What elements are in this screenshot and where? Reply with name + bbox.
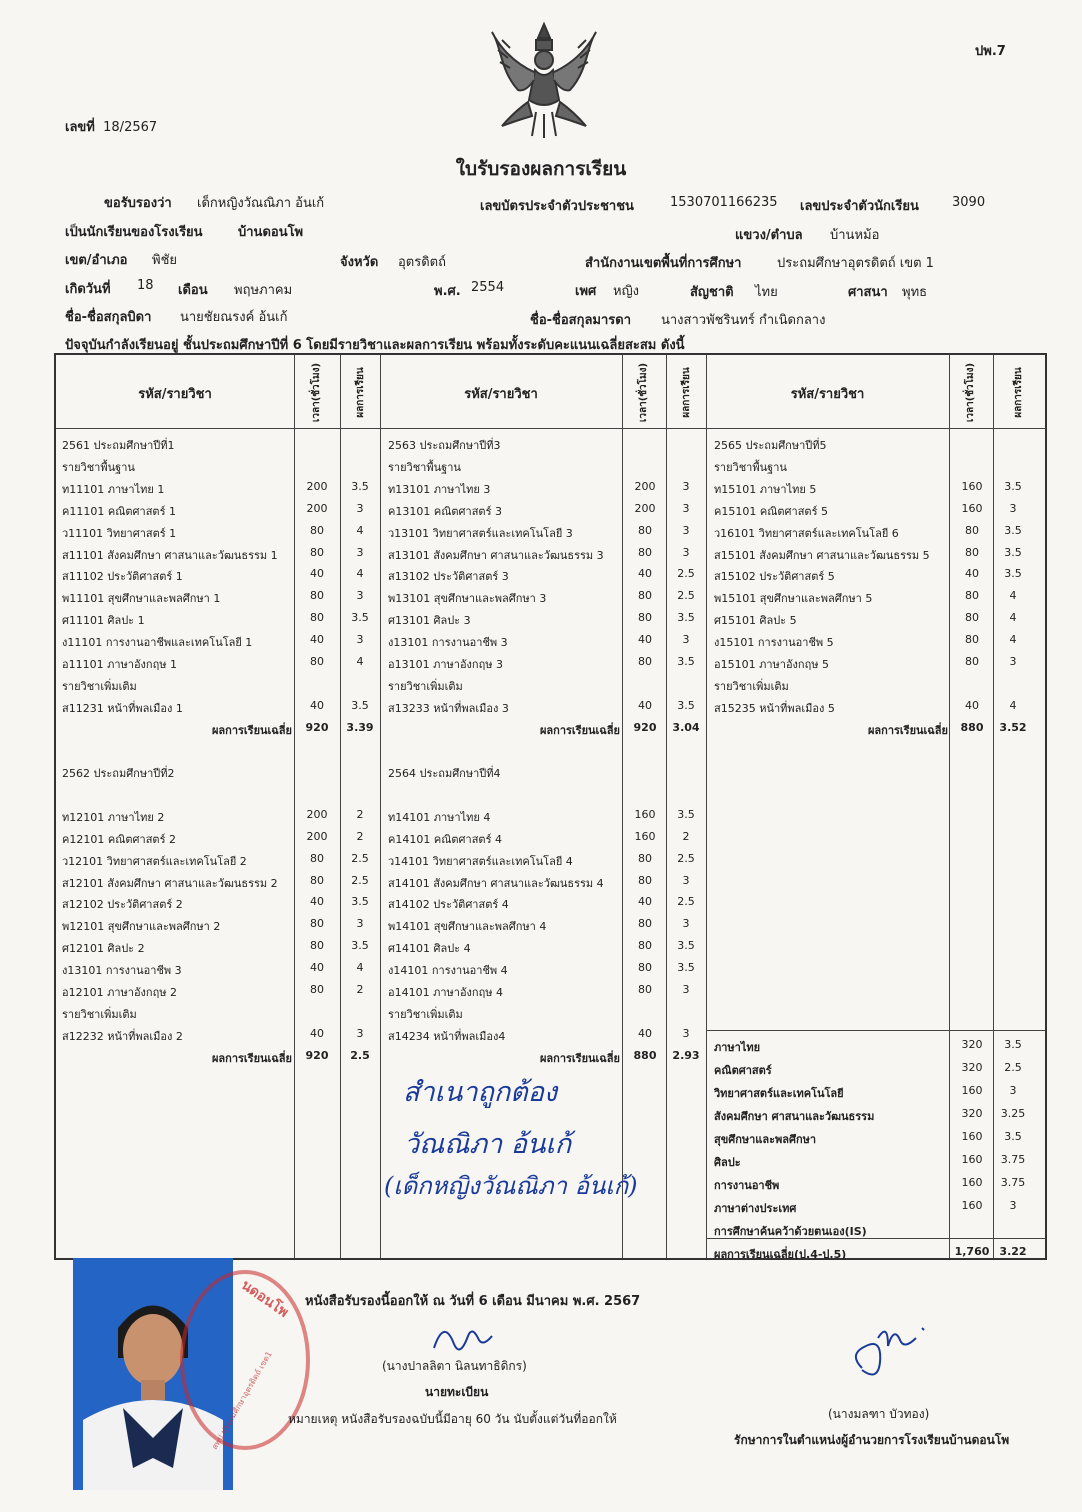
subject-grade: 3 [356, 501, 364, 515]
subject-name: ศิลปะ [714, 1156, 741, 1169]
table-row [56, 1035, 1049, 1055]
subdistrict-label: แขวง/ตำบล [735, 228, 803, 243]
average-hours: 920 [633, 720, 657, 734]
subject-grade: 3.5 [1004, 1130, 1022, 1143]
subject-name: สังคมศึกษา ศาสนาและวัฒนธรรม [714, 1110, 875, 1123]
subject-grade: 4 [1009, 633, 1017, 647]
average-row [56, 718, 1049, 738]
subject-name: รายวิชาเพิ่มเติม [388, 679, 463, 693]
birth-month-label: เดือน [178, 283, 208, 298]
average-hours: 880 [633, 1048, 657, 1062]
subject-grade: 2.5 [677, 589, 695, 603]
subject-grade: 3 [1009, 1199, 1017, 1212]
subject-name: รายวิชาเพิ่มเติม [62, 679, 137, 693]
registrar-signature-icon [428, 1318, 498, 1362]
subject-hours: 200 [634, 501, 656, 515]
subject-hours: 160 [634, 829, 656, 843]
average-grade: 3.39 [346, 720, 374, 734]
birth-day-label: เกิดวันที่ [65, 282, 111, 297]
subject-grade: 3.5 [677, 698, 695, 712]
subject-name: ง13101 การงานอาชีพ 3 [388, 636, 508, 650]
table-row [56, 543, 1049, 563]
subject-hours: 40 [310, 961, 324, 975]
header-hours-1: เวลา(ชั่วโมง) [311, 362, 323, 422]
subject-grade: 3 [682, 523, 690, 537]
subject-hours: 80 [965, 611, 979, 625]
subject-grade: 3 [682, 501, 690, 515]
registrar-name: (นางปาลลิตา นิลนทาธิดิกร) [382, 1359, 527, 1373]
subject-name: ง15101 การงานอาชีพ 5 [714, 636, 834, 650]
average-label: ผลการเรียนเฉลี่ย [867, 723, 948, 737]
table-row [56, 586, 1049, 606]
table-row [56, 914, 1049, 934]
sex-label: เพศ [575, 284, 597, 299]
subject-name: อ14101 ภาษาอังกฤษ 4 [388, 986, 503, 999]
subject-grade: 3.5 [351, 895, 369, 909]
subject-name: ศ13101 ศิลปะ 3 [388, 614, 471, 628]
subject-grade: 3 [1009, 501, 1017, 515]
office-value: ประถมศึกษาอุตรดิตถ์ เขต 1 [777, 256, 934, 271]
subject-name: ว14101 วิทยาศาสตร์และเทคโนโลยี 4 [388, 854, 573, 868]
subject-hours: 80 [638, 655, 652, 668]
subject-hours: 40 [638, 633, 652, 647]
subject-name: 2565 ประถมศึกษาปีที่5 [714, 439, 827, 452]
header-grade-3: ผลการเรียน [1012, 366, 1024, 418]
table-row [56, 980, 1049, 1000]
subject-name: 2561 ประถมศึกษาปีที่1 [62, 439, 175, 452]
header-hours-2: เวลา(ชั่วโมง) [638, 362, 650, 422]
subject-name: 2563 ประถมศึกษาปีที่3 [388, 439, 501, 452]
validity-note: หมายเหตุ หนังสือรับรองฉบับนี้มีอายุ 60 วัน นับตั้งแต่วันที่ออกให้ [288, 1412, 617, 1426]
subject-name: ท11101 ภาษาไทย 1 [62, 482, 165, 496]
table-row [56, 630, 1049, 650]
subject-name: ว13101 วิทยาศาสตร์และเทคโนโลยี 3 [388, 526, 573, 540]
subject-name: ศ12101 ศิลปะ 2 [62, 942, 145, 956]
subject-hours: 200 [306, 479, 328, 493]
mother-label: ชื่อ-ชื่อสกุลมารดา [530, 313, 632, 328]
subject-hours: 80 [638, 961, 652, 975]
stamp-text-top: นดอนโพ [238, 1277, 292, 1321]
subject-hours: 80 [310, 939, 324, 953]
subject-name: ค13101 คณิตศาสตร์ 3 [388, 504, 502, 518]
subject-hours: 40 [638, 567, 652, 581]
subject-name: ท15101 ภาษาไทย 5 [714, 482, 817, 496]
subject-hours: 80 [638, 917, 652, 931]
subject-grade: 2 [356, 829, 364, 843]
subject-grade: 3.5 [677, 961, 695, 975]
table-row [56, 521, 1049, 541]
subject-grade: 3.25 [1000, 1107, 1026, 1120]
subject-grade: 3 [356, 589, 364, 603]
subject-grade: 3.5 [1004, 1038, 1022, 1051]
subject-hours: 160 [961, 1176, 983, 1189]
garuda-emblem-icon [488, 20, 600, 142]
subject-hours: 40 [310, 895, 324, 909]
subject-grade: 2.5 [351, 873, 369, 887]
subject-hours: 160 [961, 1153, 983, 1166]
religion-label: ศาสนา [848, 285, 888, 300]
subject-name: ง11101 การงานอาชีพและเทคโนโลยี 1 [62, 636, 253, 650]
province-value: อุตรดิตถ์ [398, 255, 446, 270]
table-row [56, 499, 1049, 519]
table-row [56, 433, 1049, 453]
subject-hours: 40 [310, 567, 324, 581]
subject-hours: 160 [634, 807, 656, 821]
registrar-title: นายทะเบียน [425, 1385, 489, 1399]
subject-grade: 2.5 [677, 895, 695, 909]
birth-month-value: พฤษภาคม [234, 283, 293, 298]
subject-name: อ13101 ภาษาอังกฤษ 3 [388, 658, 503, 671]
subject-hours: 80 [310, 545, 324, 559]
subject-name: รายวิชาเพิ่มเติม [388, 1007, 463, 1021]
subject-hours: 80 [965, 655, 979, 668]
table-row [56, 477, 1049, 497]
handwritten-full-name: (เด็กหญิงวัณณิภา อ้นเก้) [384, 1172, 638, 1200]
subject-name: ง13101 การงานอาชีพ 3 [62, 964, 182, 978]
id-card-value: 1530701166235 [670, 195, 778, 210]
subject-hours: 40 [310, 1026, 324, 1040]
subject-name: ค12101 คณิตศาสตร์ 2 [62, 832, 176, 846]
subject-name: 2562 ประถมศึกษาปีที่2 [62, 767, 175, 780]
subject-grade: 4 [356, 961, 364, 975]
subject-grade: 4 [356, 655, 364, 668]
subject-name: ส14234 หน้าที่พลเมือง4 [388, 1029, 506, 1043]
table-row [56, 608, 1049, 628]
average-grade: 3.52 [999, 720, 1027, 734]
id-card-label: เลขบัตรประจำตัวประชาชน [480, 199, 634, 214]
subject-name: พ15101 สุขศึกษาและพลศึกษา 5 [714, 592, 873, 606]
subject-hours: 80 [310, 983, 324, 996]
subject-grade: 3.5 [351, 611, 369, 625]
subject-hours: 320 [961, 1061, 983, 1074]
subject-hours: 80 [965, 545, 979, 559]
current-status: ปัจจุบันกำลังเรียนอยู่ ชั้นประถมศึกษาปีที่ 6 โดยมีรายวิชาและผลการเรียน พร้อมทั้งระดับคะแนนเฉลี่ยสะสม ดังนี้ [65, 338, 685, 353]
subject-hours: 160 [961, 479, 983, 493]
subject-grade: 3.75 [1000, 1153, 1026, 1166]
subject-hours: 40 [310, 633, 324, 647]
subject-name: ว16101 วิทยาศาสตร์และเทคโนโลยี 6 [714, 526, 899, 540]
subject-name: อ12101 ภาษาอังกฤษ 2 [62, 986, 177, 999]
subject-hours: 80 [965, 589, 979, 603]
number-value: 18/2567 [103, 120, 158, 135]
number-label: เลขที่ [65, 120, 95, 135]
subject-name: ศ15101 ศิลปะ 5 [714, 614, 797, 628]
director-signature-icon [842, 1318, 932, 1382]
nationality-label: สัญชาติ [690, 285, 734, 300]
subject-name: การงานอาชีพ [714, 1179, 780, 1192]
subject-grade: 2.5 [1004, 1061, 1022, 1074]
subject-name: ท12101 ภาษาไทย 2 [62, 810, 165, 824]
average-label: ผลการเรียนเฉลี่ย [539, 723, 620, 737]
subject-grade: 3 [682, 633, 690, 647]
subject-hours: 80 [638, 545, 652, 559]
subject-hours: 80 [638, 983, 652, 996]
subject-name: ท14101 ภาษาไทย 4 [388, 810, 491, 824]
director-name: (นางมลฑา บัวทอง) [828, 1407, 930, 1421]
subject-grade: 3.75 [1000, 1176, 1026, 1189]
student-name: เด็กหญิงวัณณิภา อ้นเก้ [197, 196, 325, 211]
subject-grade: 2.5 [677, 851, 695, 865]
header-grade-1: ผลการเรียน [354, 366, 366, 418]
summary-total-hours: 1,760 [954, 1245, 990, 1258]
subject-grade: 4 [1009, 698, 1017, 712]
subject-name: ส15235 หน้าที่พลเมือง 5 [714, 701, 835, 715]
subject-grade: 3 [356, 917, 364, 931]
issued-date: หนังสือรับรองนี้ออกให้ ณ วันที่ 6 เดือน มีนาคม พ.ศ. 2567 [305, 1294, 641, 1309]
table-row [56, 805, 1049, 825]
subject-grade: 3.5 [351, 479, 369, 493]
table-row [56, 892, 1049, 912]
subject-hours: 80 [638, 611, 652, 625]
subject-name: รายวิชาเพิ่มเติม [62, 1007, 137, 1021]
certify-label: ขอรับรองว่า [104, 196, 172, 211]
subject-grade: 2 [356, 983, 364, 996]
subject-grade: 3 [682, 1026, 690, 1040]
district-label: เขต/อำเภอ [65, 253, 128, 268]
subject-grade: 3.5 [1004, 523, 1022, 537]
subject-name: พ14101 สุขศึกษาและพลศึกษา 4 [388, 920, 547, 934]
subject-grade: 3 [682, 983, 690, 996]
subject-name: ส13233 หน้าที่พลเมือง 3 [388, 701, 509, 715]
subject-grade: 3 [356, 545, 364, 559]
subject-grade: 3.5 [677, 939, 695, 953]
subject-name: รายวิชาเพิ่มเติม [714, 679, 789, 693]
table-row [56, 871, 1049, 891]
subject-hours: 40 [638, 895, 652, 909]
subject-name: พ11101 สุขศึกษาและพลศึกษา 1 [62, 592, 221, 606]
subject-grade: 2 [682, 829, 690, 843]
birth-year-value: 2554 [471, 280, 505, 295]
subject-hours: 160 [961, 1084, 983, 1097]
table-row [56, 1219, 1049, 1239]
subject-grade: 3.5 [351, 698, 369, 712]
subject-name: ส15101 สังคมศึกษา ศาสนาและวัฒนธรรม 5 [714, 548, 930, 562]
subject-hours: 200 [306, 829, 328, 843]
summary-total-label: ผลการเรียนเฉลี่ย(ป.4-ป.5) [714, 1248, 847, 1261]
table-row [56, 827, 1049, 847]
subject-hours: 320 [961, 1107, 983, 1120]
subject-name: ส13101 สังคมศึกษา ศาสนาและวัฒนธรรม 3 [388, 548, 604, 562]
subject-grade: 4 [356, 523, 364, 537]
subject-name: ส14102 ประวัติศาสตร์ 4 [388, 898, 509, 912]
subject-name: ส11231 หน้าที่พลเมือง 1 [62, 701, 183, 715]
header-grade-2: ผลการเรียน [680, 366, 692, 418]
average-hours: 880 [960, 720, 984, 734]
subject-hours: 80 [310, 523, 324, 537]
subject-hours: 80 [310, 589, 324, 603]
subject-grade: 3 [1009, 1084, 1017, 1097]
subject-name: ศ11101 ศิลปะ 1 [62, 614, 145, 628]
subject-hours: 80 [310, 873, 324, 887]
subject-hours: 80 [310, 611, 324, 625]
subject-grade: 3.5 [677, 807, 695, 821]
subject-hours: 80 [310, 655, 324, 668]
handwritten-signature-name: วัณณิภา อ้นเก้ [404, 1129, 572, 1160]
subject-hours: 80 [638, 851, 652, 865]
average-grade: 2.93 [672, 1048, 700, 1062]
subject-name: ส15102 ประวัติศาสตร์ 5 [714, 570, 835, 584]
subject-hours: 80 [310, 917, 324, 931]
subject-hours: 40 [638, 698, 652, 712]
subject-name: คณิตศาสตร์ [714, 1064, 772, 1077]
subject-name: ท13101 ภาษาไทย 3 [388, 482, 491, 496]
subject-name: รายวิชาพื้นฐาน [714, 460, 787, 474]
subject-name: ส13102 ประวัติศาสตร์ 3 [388, 570, 509, 584]
student-id-label: เลขประจำตัวนักเรียน [800, 199, 919, 214]
subject-hours: 40 [638, 1026, 652, 1040]
subject-hours: 160 [961, 1130, 983, 1143]
subject-name: การศึกษาค้นคว้าด้วยตนเอง(IS) [714, 1225, 867, 1238]
district-value: พิชัย [152, 253, 178, 268]
subject-name: อ15101 ภาษาอังกฤษ 5 [714, 658, 829, 671]
subject-name: วิทยาศาสตร์และเทคโนโลยี [714, 1087, 844, 1100]
subject-hours: 80 [310, 851, 324, 865]
subject-grade: 3.5 [677, 655, 695, 668]
header-hours-3: เวลา(ชั่วโมง) [965, 362, 977, 422]
mother-value: นางสาวพัชรินทร์ กำเนิดกลาง [661, 313, 826, 328]
subject-grade: 3 [682, 545, 690, 559]
subject-hours: 80 [638, 939, 652, 953]
subject-grade: 2.5 [677, 567, 695, 581]
birth-year-label: พ.ศ. [434, 284, 461, 299]
subject-hours: 160 [961, 501, 983, 515]
subject-hours: 80 [638, 523, 652, 537]
subject-name: ค15101 คณิตศาสตร์ 5 [714, 504, 828, 518]
subject-grade: 3 [356, 1026, 364, 1040]
subject-name: ภาษาต่างประเทศ [714, 1202, 797, 1215]
nationality-value: ไทย [755, 285, 778, 300]
average-label: ผลการเรียนเฉลี่ย [211, 1051, 292, 1065]
subject-hours: 200 [634, 479, 656, 493]
subject-grade: 3 [682, 479, 690, 493]
subject-name: ส12232 หน้าที่พลเมือง 2 [62, 1029, 183, 1043]
subject-hours: 80 [638, 589, 652, 603]
subject-hours: 160 [961, 1199, 983, 1212]
subject-name: พ13101 สุขศึกษาและพลศึกษา 3 [388, 592, 547, 606]
subject-grade: 3.5 [677, 611, 695, 625]
subject-grade: 3 [356, 633, 364, 647]
subject-grade: 4 [1009, 611, 1017, 625]
average-label: ผลการเรียนเฉลี่ย [211, 723, 292, 737]
subject-hours: 80 [638, 873, 652, 887]
subject-name: พ12101 สุขศึกษาและพลศึกษา 2 [62, 920, 221, 934]
handwritten-certified: สำเนาถูกต้อง [403, 1077, 558, 1108]
subject-name: ส12102 ประวัติศาสตร์ 2 [62, 898, 183, 912]
student-id-value: 3090 [952, 195, 986, 210]
subject-hours: 80 [965, 633, 979, 647]
subject-grade: 3 [1009, 655, 1017, 668]
subject-name: สุขศึกษาและพลศึกษา [714, 1133, 817, 1146]
average-grade: 2.5 [350, 1048, 370, 1062]
subject-name: ว11101 วิทยาศาสตร์ 1 [62, 526, 177, 540]
director-title: รักษาการในตำแหน่งผู้อำนวยการโรงเรียนบ้านดอนโพ [734, 1433, 1010, 1447]
subject-hours: 320 [961, 1038, 983, 1051]
subject-hours: 40 [310, 698, 324, 712]
subject-name: ส11102 ประวัติศาสตร์ 1 [62, 570, 183, 584]
subject-name: ค11101 คณิตศาสตร์ 1 [62, 504, 176, 518]
subject-grade: 3.5 [1004, 567, 1022, 581]
table-row [56, 958, 1049, 978]
stamp-text-bottom: สพป.ประถมศึกษาอุตรดิตถ์ เขต1 [210, 1349, 274, 1452]
subject-name: ว12101 วิทยาศาสตร์และเทคโนโลยี 2 [62, 854, 247, 868]
subject-name: ส12101 สังคมศึกษา ศาสนาและวัฒนธรรม 2 [62, 876, 278, 890]
subject-grade: 2 [356, 807, 364, 821]
office-label: สำนักงานเขตพื้นที่การศึกษา [585, 256, 742, 271]
table-row [56, 849, 1049, 869]
religion-value: พุทธ [902, 285, 928, 300]
summary-total-grade: 3.22 [999, 1245, 1027, 1258]
subject-grade: 3.5 [1004, 479, 1022, 493]
sex-value: หญิง [613, 284, 639, 299]
birth-day-value: 18 [137, 278, 154, 293]
subject-hours: 80 [965, 523, 979, 537]
average-hours: 920 [305, 1048, 329, 1062]
table-row [56, 652, 1049, 672]
table-row [56, 674, 1049, 694]
header-subject-2: รหัส/รายวิชา [464, 387, 538, 402]
subject-hours: 40 [965, 698, 979, 712]
subject-grade: 3.5 [351, 939, 369, 953]
table-row [56, 455, 1049, 475]
subject-grade: 3.5 [1004, 545, 1022, 559]
subject-name: รายวิชาพื้นฐาน [62, 460, 135, 474]
subject-name: ส11101 สังคมศึกษา ศาสนาและวัฒนธรรม 1 [62, 548, 278, 562]
average-grade: 3.04 [672, 720, 700, 734]
school-value: บ้านดอนโพ [238, 225, 304, 240]
average-hours: 920 [305, 720, 329, 734]
table-row [56, 1002, 1049, 1022]
province-label: จังหวัด [340, 255, 379, 270]
father-label: ชื่อ-ชื่อสกุลบิดา [65, 310, 152, 325]
subject-name: ค14101 คณิตศาสตร์ 4 [388, 832, 502, 846]
subject-grade: 3 [682, 917, 690, 931]
subject-grade: 4 [1009, 589, 1017, 603]
subject-hours: 200 [306, 501, 328, 515]
subject-name: ส14101 สังคมศึกษา ศาสนาและวัฒนธรรม 4 [388, 876, 604, 890]
subject-grade: 2.5 [351, 851, 369, 865]
table-row [56, 936, 1049, 956]
father-value: นายชัยณรงค์ อ้นเก้ [180, 310, 288, 325]
subject-hours: 40 [965, 567, 979, 581]
subject-name: ศ14101 ศิลปะ 4 [388, 942, 471, 956]
table-row [56, 564, 1049, 584]
subject-name: ภาษาไทย [714, 1041, 761, 1054]
subject-name: รายวิชาพื้นฐาน [388, 460, 461, 474]
table-row [56, 696, 1049, 716]
subject-name: ง14101 การงานอาชีพ 4 [388, 964, 508, 978]
form-code: ปพ.7 [975, 44, 1006, 59]
subject-grade: 4 [356, 567, 364, 581]
table-row [56, 761, 1049, 781]
subject-name: 2564 ประถมศึกษาปีที่4 [388, 767, 501, 780]
school-label: เป็นนักเรียนของโรงเรียน [65, 225, 203, 240]
header-subject-1: รหัส/รายวิชา [138, 387, 212, 402]
average-label: ผลการเรียนเฉลี่ย [539, 1051, 620, 1065]
page-title: ใบรับรองผลการเรียน [455, 158, 627, 180]
subdistrict-value: บ้านหม้อ [830, 228, 880, 243]
subject-hours: 200 [306, 807, 328, 821]
subject-name: อ11101 ภาษาอังกฤษ 1 [62, 658, 177, 671]
header-subject-3: รหัส/รายวิชา [790, 387, 865, 402]
subject-grade: 3 [682, 873, 690, 887]
